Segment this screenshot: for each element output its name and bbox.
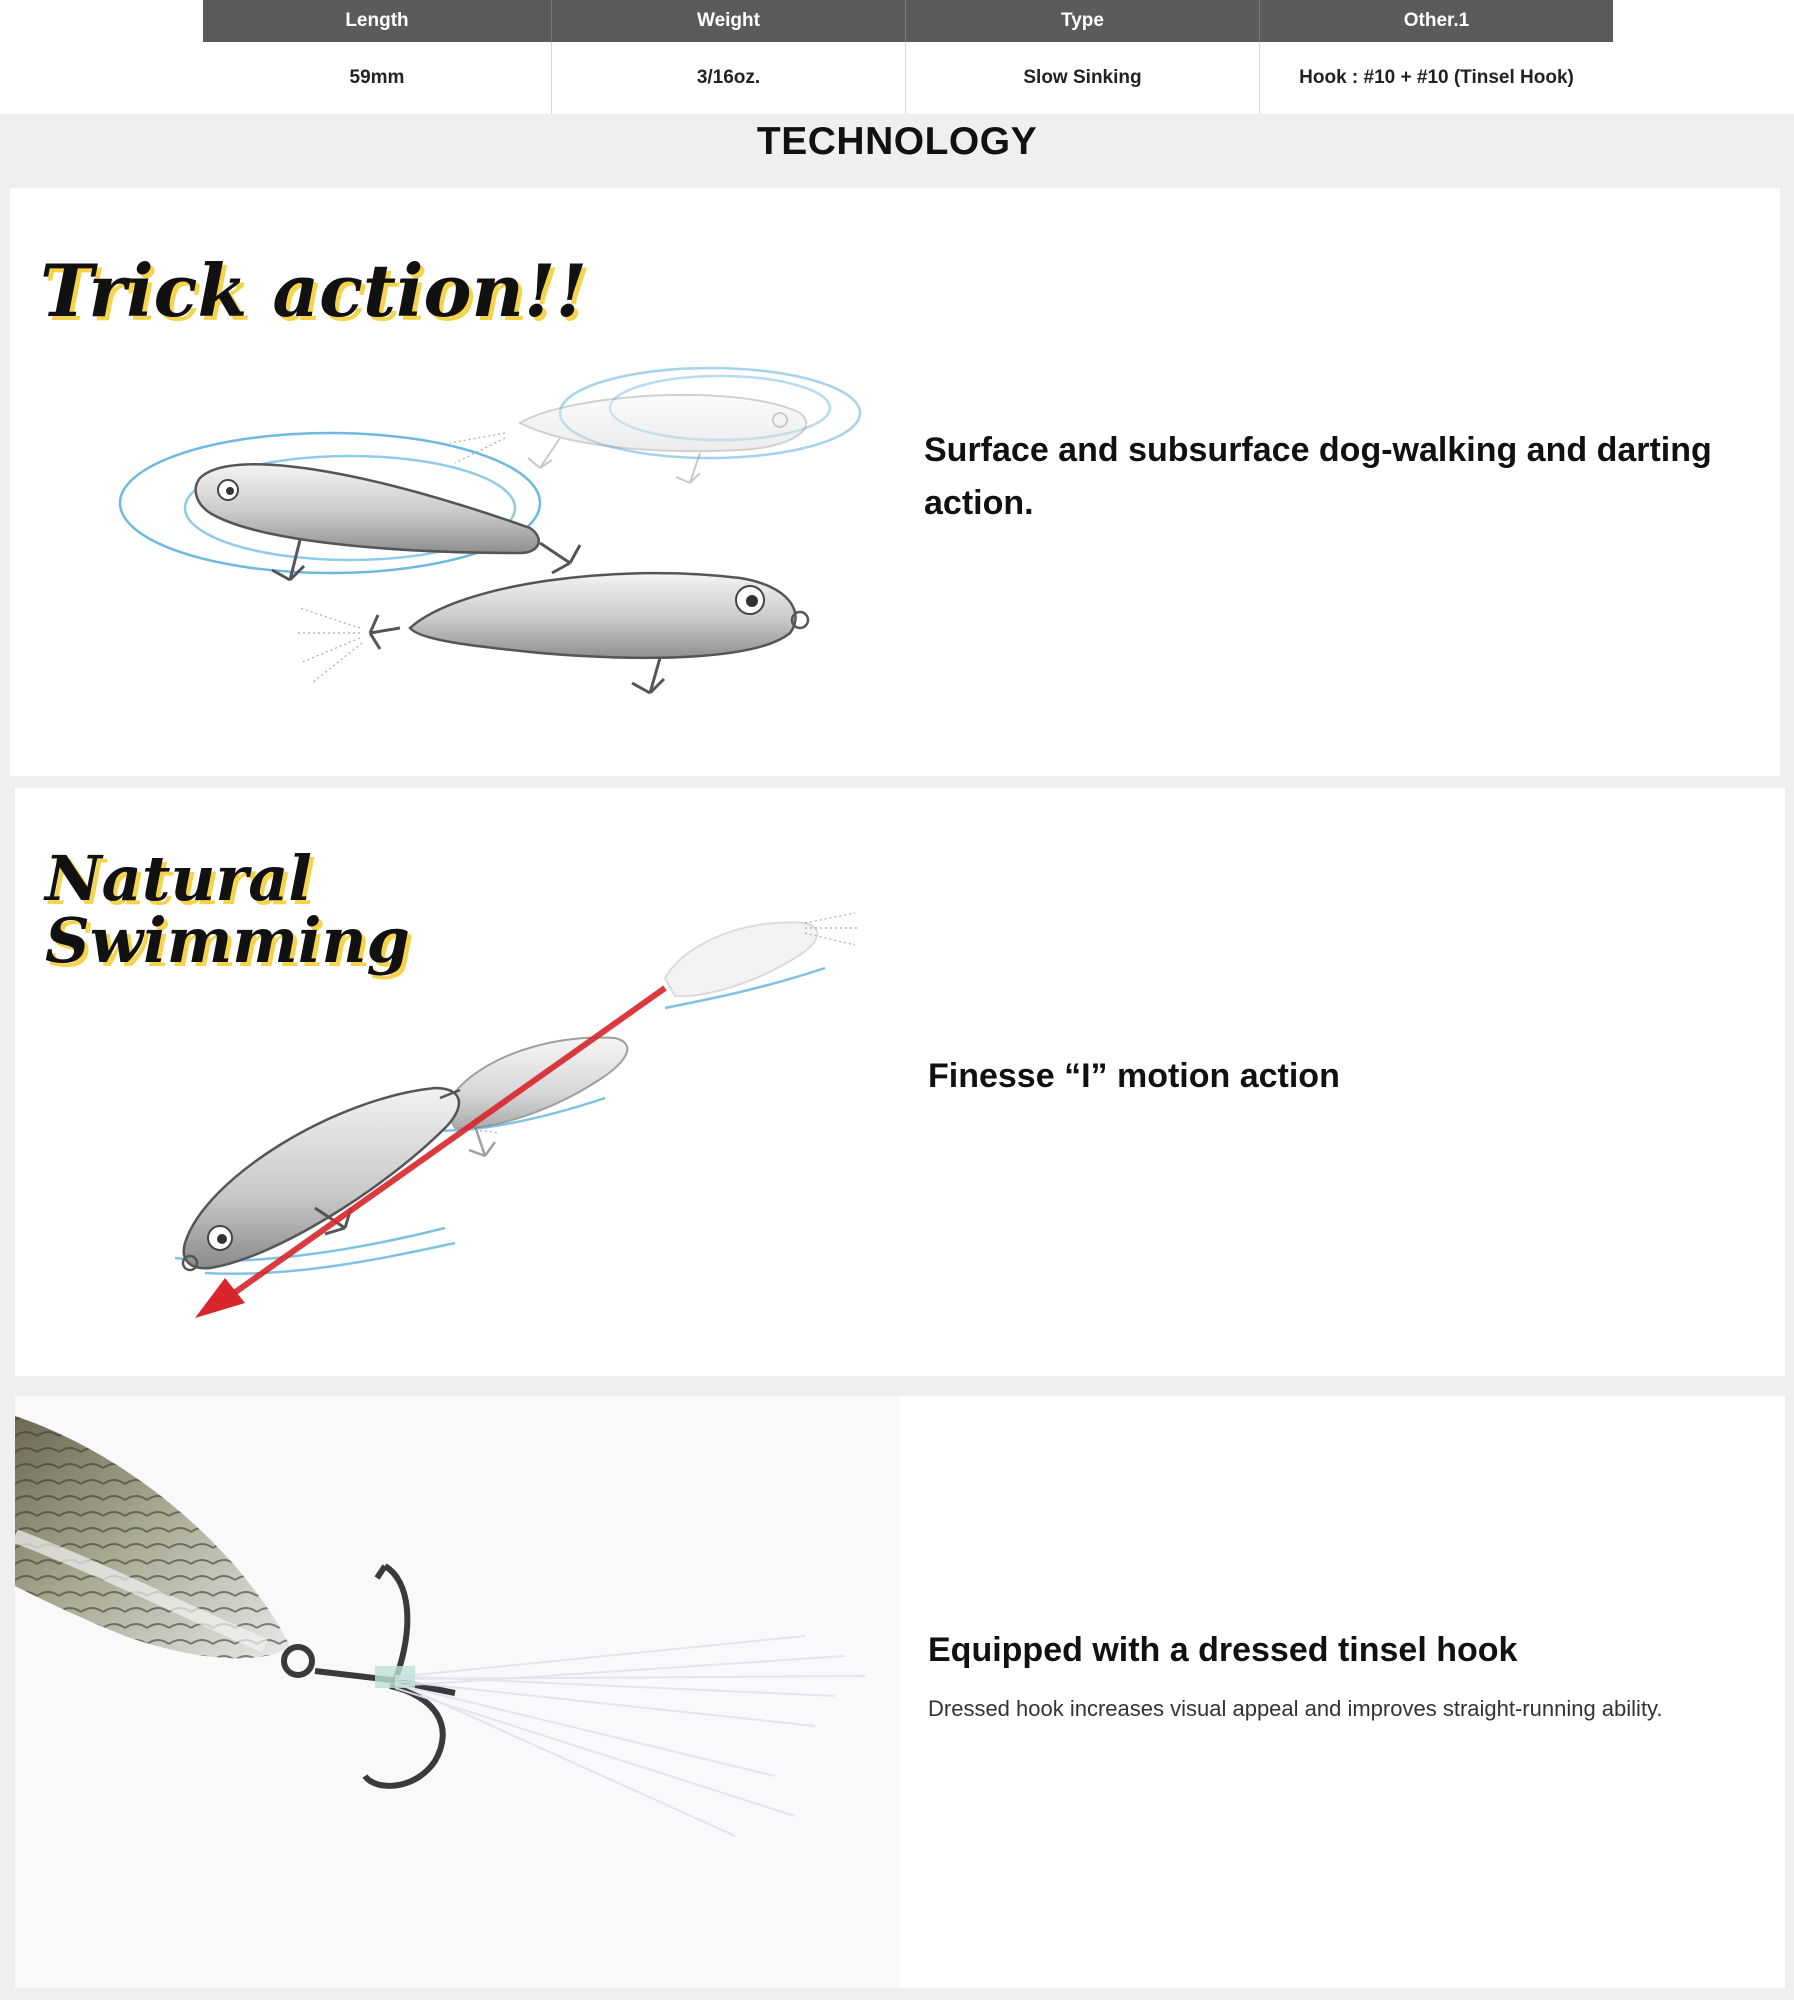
hook-wrap — [375, 1666, 415, 1688]
spec-header-weight: Weight — [552, 0, 906, 42]
tech-panel-natural-swimming — [15, 788, 1785, 1376]
spec-table-row — [203, 42, 1613, 114]
i-motion-heading: Finesse “I” motion action — [928, 1057, 1340, 1095]
spec-value-weight: 3/16oz. — [552, 42, 906, 114]
tinsel-hook-heading: Equipped with a dressed tinsel hook — [928, 1631, 1518, 1669]
middle-lure — [196, 464, 580, 580]
dog-walking-lure-illustration — [100, 328, 900, 728]
trick-action-script-title: Trick action!! — [40, 248, 588, 333]
tinsel-hook-description: Dressed hook increases visual appeal and improves straight-running ability. — [928, 1696, 1663, 1721]
trick-action-heading: Surface and subsurface dog-walking and darting action. — [924, 431, 1712, 522]
middle-lure-swim — [445, 1037, 627, 1156]
natural-swimming-title-line2: Swimming — [45, 904, 410, 977]
i-motion-lure-illustration — [105, 848, 905, 1328]
tech-panel-tinsel-hook — [15, 1396, 1785, 1988]
natural-swimming-title-line1: Natural — [45, 842, 312, 915]
tech-panel-trick-action — [10, 188, 1780, 776]
far-lure — [665, 922, 817, 996]
spec-value-other: Hook : #10 + #10 (Tinsel Hook) — [1299, 67, 1574, 88]
tinsel-hook-photo — [15, 1396, 900, 1988]
spec-table-header — [203, 0, 1613, 42]
spec-value-type: Slow Sinking — [906, 42, 1260, 114]
technology-title: TECHNOLOGY — [756, 120, 1038, 163]
spec-header-other: Other.1 — [1403, 10, 1470, 31]
spec-table — [203, 0, 1613, 114]
spec-header-type: Type — [906, 0, 1260, 42]
faded-lure — [520, 395, 806, 483]
lower-lure — [370, 573, 808, 693]
spec-value-length: 59mm — [203, 42, 552, 114]
spec-header-length: Length — [203, 0, 552, 42]
front-lure-swim — [183, 1088, 460, 1270]
